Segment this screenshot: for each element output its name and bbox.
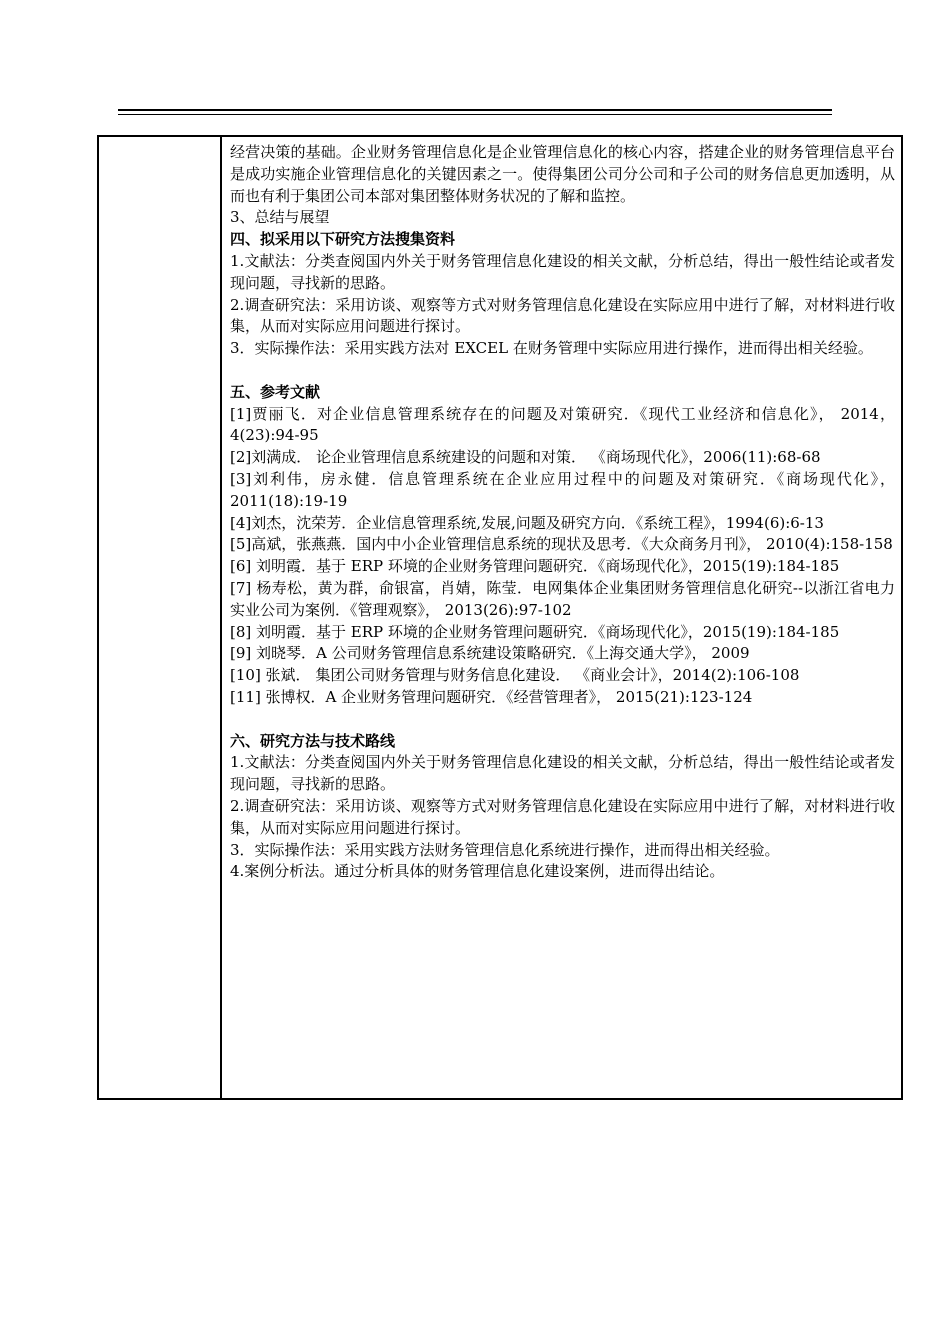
- section4-heading: 四、拟采用以下研究方法搜集资料: [230, 230, 456, 249]
- method-item: 1.文献法：分类查阅国内外关于财务管理信息化建设的相关文献，分析总结，得出一般性结论或者发现问题，寻找新的思路。: [230, 251, 895, 292]
- proposal-table: [97, 135, 903, 1100]
- reference-item: [7] 杨寿松，黄为群，俞银富，肖婧，陈莹．电网集体企业集团财务管理信息化研究--以浙江省电力实业公司为案例．《管理观察》， 2013(26):97-102: [230, 578, 895, 619]
- section5-heading: 五、参考文献: [230, 382, 321, 401]
- method-item: 2.调查研究法：采用访谈、观察等方式对财务管理信息化建设在实际应用中进行了解，对材料进行收集，从而对实际应用问题进行探讨。: [230, 796, 895, 837]
- reference-item: [9] 刘晓琴．A 公司财务管理信息系统建设策略研究．《上海交通大学》， 2009: [230, 644, 750, 663]
- reference-item: [11] 张博权．A 企业财务管理问题研究．《经营管理者》， 2015(21):123-124: [230, 687, 753, 706]
- reference-item: [2]刘满成． 论企业管理信息系统建设的问题和对策． 《商场现代化》，2006(11):68-68: [230, 448, 821, 467]
- reference-item: [4]刘杰，沈荣芳．企业信息管理系统,发展,问题及研究方向．《系统工程》，1994(6):6-13: [230, 513, 824, 532]
- reference-item: [8] 刘明霞．基于 ERP 环境的企业财务管理问题研究．《商场现代化》，2015(19):184-185: [230, 622, 840, 641]
- method-item: 3．实际操作法：采用实践方法财务管理信息化系统进行操作，进而得出相关经验。: [230, 840, 780, 859]
- header-rule: [118, 109, 832, 111]
- reference-item: [10] 张斌． 集团公司财务管理与财务信息化建设． 《商业会计》，2014(2):106-108: [230, 666, 800, 685]
- reference-item: [1]贾丽飞．对企业信息管理系统存在的问题及对策研究．《现代工业经济和信息化》， 2014， 4(23):94-95: [230, 404, 895, 445]
- table-content-cell: [230, 142, 895, 883]
- reference-item: [6] 刘明霞．基于 ERP 环境的企业财务管理问题研究．《商场现代化》，2015(19):184-185: [230, 557, 840, 576]
- method-item: 2.调查研究法：采用访谈、观察等方式对财务管理信息化建设在实际应用中进行了解，对材料进行收集，从而对实际应用问题进行探讨。: [230, 295, 895, 336]
- header-rule-thin: [118, 114, 832, 115]
- summary-item: 3、总结与展望: [230, 208, 330, 227]
- spacer: [230, 709, 895, 731]
- table-left-column: [99, 137, 222, 1098]
- reference-item: [5]高斌，张燕燕．国内中小企业管理信息系统的现状及思考．《大众商务月刊》， 2010(4):158-158: [230, 535, 893, 554]
- intro-paragraph: 经营决策的基础。企业财务管理信息化是企业管理信息化的核心内容，搭建企业的财务管理信息平台是成功实施企业管理信息化的关键因素之一。使得集团公司分公司和子公司的财务信息更加透明，从而也有利于集团公司本部对集团整体财务状况的了解和监控。: [230, 143, 895, 205]
- method-item: 1.文献法：分类查阅国内外关于财务管理信息化建设的相关文献，分析总结，得出一般性结论或者发现问题，寻找新的思路。: [230, 753, 895, 794]
- section6-heading: 六、研究方法与技术路线: [230, 731, 396, 750]
- method-item: 3．实际操作法：采用实践方法对 EXCEL 在财务管理中实际应用进行操作，进而得出相关经验。: [230, 339, 873, 358]
- spacer: [230, 360, 895, 382]
- reference-item: [3]刘利伟，房永健．信息管理系统在企业应用过程中的问题及对策研究．《商场现代化》， 2011(18):19-19: [230, 469, 895, 510]
- method-item: 4.案例分析法。通过分析具体的财务管理信息化建设案例，进而得出结论。: [230, 862, 725, 881]
